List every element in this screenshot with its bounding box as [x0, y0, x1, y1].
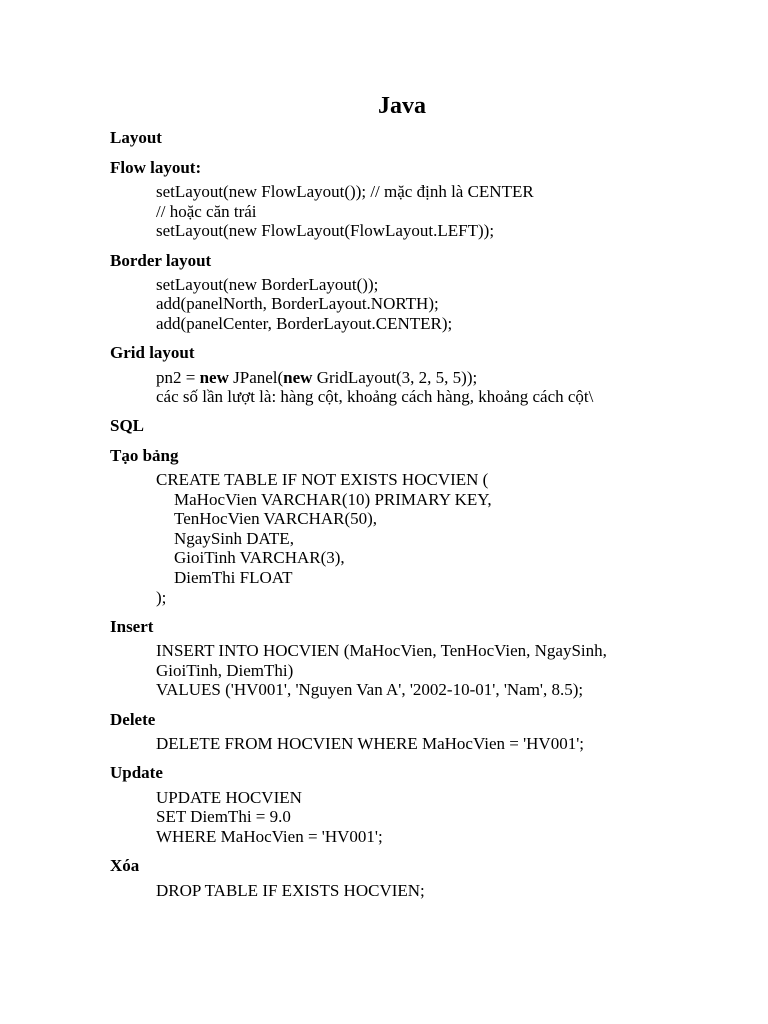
- code-text: JPanel(: [228, 368, 284, 387]
- keyword-new: new: [283, 368, 313, 387]
- section-heading-create-table: Tạo bảng: [110, 446, 179, 465]
- code-line: setLayout(new FlowLayout()); // mặc định là CENTER: [156, 182, 534, 201]
- code-line: setLayout(new BorderLayout());: [156, 275, 379, 294]
- code-line-grid: [156, 368, 477, 388]
- section-heading-grid-layout: Grid layout: [110, 343, 195, 362]
- code-line: WHERE MaHocVien = 'HV001';: [156, 827, 383, 846]
- code-line: NgaySinh DATE,: [174, 529, 294, 548]
- section-heading-layout: Layout: [110, 128, 162, 147]
- code-text: pn2 =: [156, 368, 200, 387]
- grid-note: các số lần lượt là: hàng cột, khoảng cách hàng, khoảng cách cột\: [156, 387, 594, 406]
- code-line: VALUES ('HV001', 'Nguyen Van A', '2002-10-01', 'Nam', 8.5);: [156, 680, 584, 699]
- section-heading-flow-layout: Flow layout:: [110, 158, 202, 177]
- section-heading-sql: SQL: [110, 416, 145, 435]
- code-line: add(panelNorth, BorderLayout.NORTH);: [156, 294, 439, 313]
- code-line: GioiTinh VARCHAR(3),: [174, 548, 345, 567]
- code-line: DiemThi FLOAT: [174, 568, 293, 587]
- keyword-new: new: [199, 368, 229, 387]
- code-line: setLayout(new FlowLayout(FlowLayout.LEFT));: [156, 221, 495, 240]
- code-text: GridLayout(3, 2, 5, 5));: [312, 368, 478, 387]
- section-heading-drop: Xóa: [110, 856, 140, 875]
- code-line: DROP TABLE IF EXISTS HOCVIEN;: [156, 881, 425, 900]
- code-line: DELETE FROM HOCVIEN WHERE MaHocVien = 'HV001';: [156, 734, 584, 753]
- code-line: CREATE TABLE IF NOT EXISTS HOCVIEN (: [156, 470, 489, 489]
- code-line: GioiTinh, DiemThi): [156, 661, 294, 680]
- code-line: );: [156, 588, 167, 607]
- code-line: INSERT INTO HOCVIEN (MaHocVien, TenHocVien, NgaySinh,: [156, 641, 607, 660]
- document-title: Java: [378, 93, 426, 119]
- section-heading-delete: Delete: [110, 710, 156, 729]
- code-line: SET DiemThi = 9.0: [156, 807, 291, 826]
- code-line: TenHocVien VARCHAR(50),: [174, 509, 378, 528]
- code-line: // hoặc căn trái: [156, 202, 257, 221]
- section-heading-insert: Insert: [110, 617, 154, 636]
- section-heading-update: Update: [110, 763, 163, 782]
- code-line: add(panelCenter, BorderLayout.CENTER);: [156, 314, 453, 333]
- section-heading-border-layout: Border layout: [110, 251, 212, 270]
- code-line: MaHocVien VARCHAR(10) PRIMARY KEY,: [174, 490, 492, 509]
- code-line: UPDATE HOCVIEN: [156, 788, 302, 807]
